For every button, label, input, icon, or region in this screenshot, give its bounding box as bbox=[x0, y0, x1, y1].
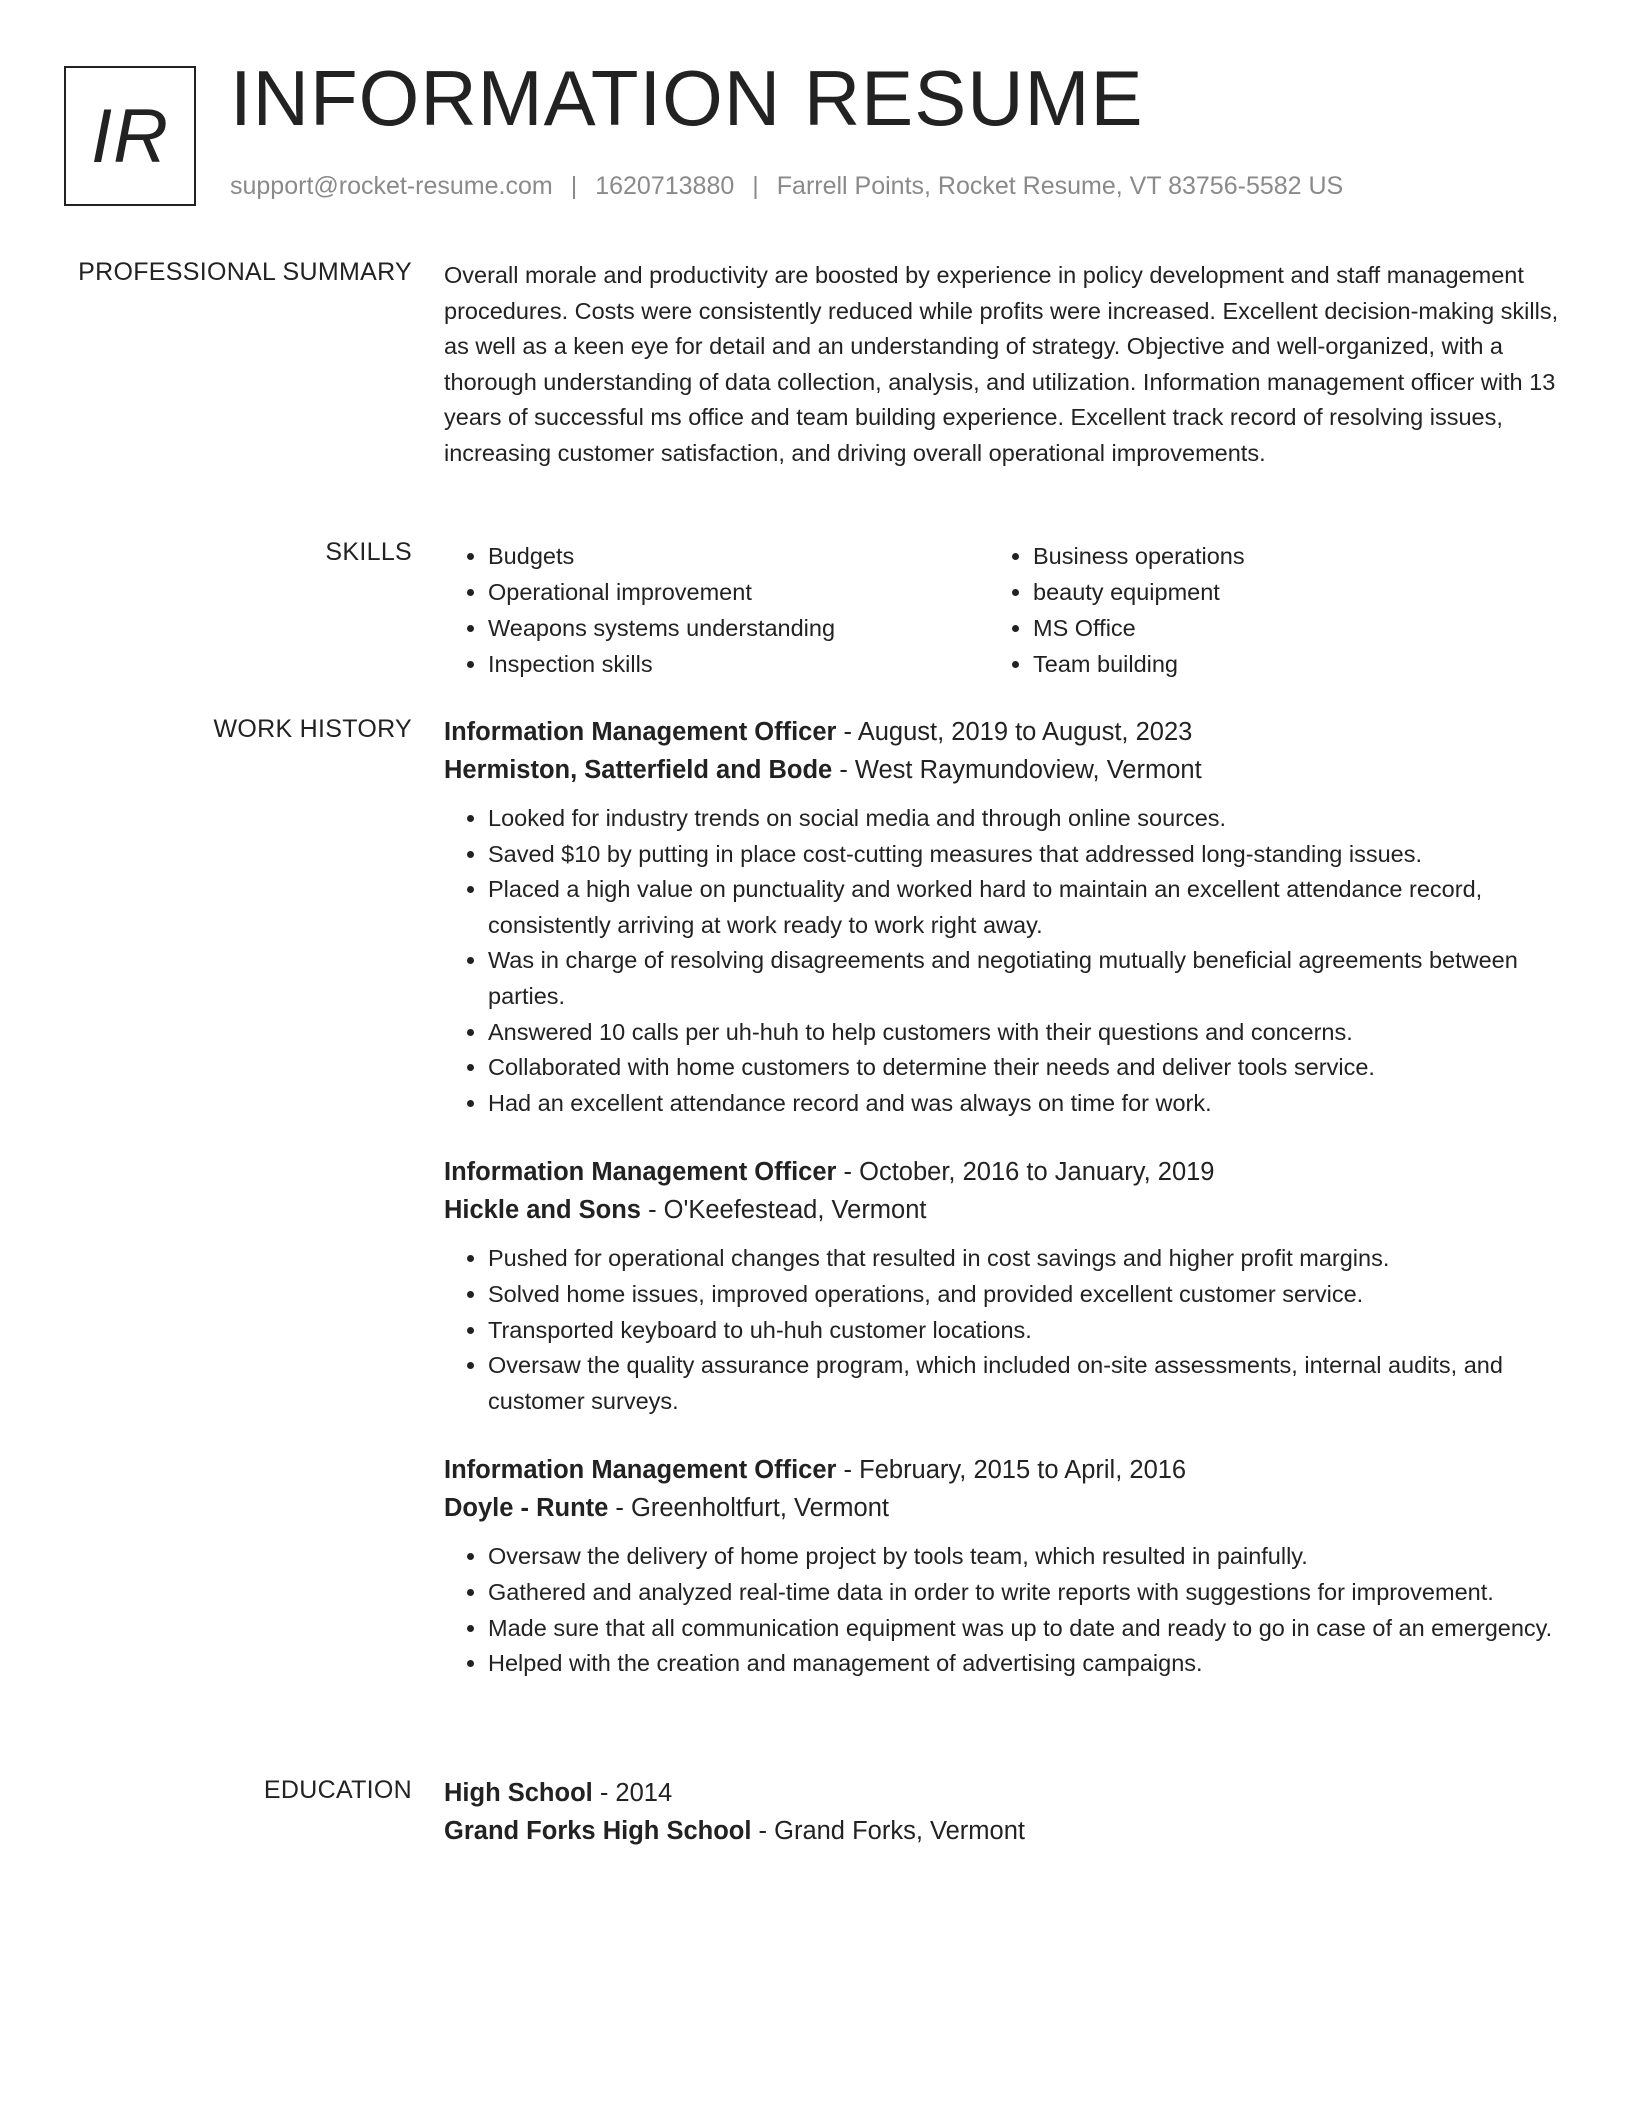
job-company-line bbox=[444, 1191, 1562, 1229]
job-company-line bbox=[444, 751, 1562, 789]
job-dates: - August, 2019 to August, 2023 bbox=[836, 718, 1193, 746]
job-bullet: • Pushed for operational changes that resulted in cost savings and higher profit margins. bbox=[488, 1241, 1562, 1277]
work-heading: WORK HISTORY bbox=[213, 715, 412, 743]
skill-item: • Budgets bbox=[488, 538, 989, 574]
job-company: Hermiston, Satterfield and Bode bbox=[444, 756, 833, 784]
skill-item: • Inspection skills bbox=[488, 646, 989, 682]
skill-item: • Weapons systems understanding bbox=[488, 610, 989, 646]
job-bullet: • Placed a high value on punctuality and worked hard to maintain an excellent attendance record, consistently arriving at work ready to work right away. bbox=[488, 872, 1562, 943]
job-title-line bbox=[444, 1153, 1562, 1191]
job-bullet: • Oversaw the delivery of home project by tools team, which resulted in painfully. bbox=[488, 1539, 1562, 1575]
job-bullet: • Gathered and analyzed real-time data in order to write reports with suggestions for improvement. bbox=[488, 1575, 1562, 1611]
job-location: - Greenholtfurt, Vermont bbox=[608, 1494, 889, 1523]
job-bullet: • Looked for industry trends on social media and through online sources. bbox=[488, 801, 1562, 837]
education-location: - Grand Forks, Vermont bbox=[751, 1817, 1025, 1845]
job-dates: - October, 2016 to January, 2019 bbox=[836, 1158, 1215, 1187]
job-bullet: • Saved $10 by putting in place cost-cutting measures that addressed long-standing issues. bbox=[488, 837, 1562, 873]
skills-list-right bbox=[989, 538, 1534, 682]
job-bullet: • Helped with the creation and management of advertising campaigns. bbox=[488, 1646, 1562, 1682]
job-title: Information Management Officer bbox=[444, 1456, 837, 1485]
job-entry bbox=[444, 1153, 1562, 1419]
job-bullets bbox=[444, 1241, 1562, 1419]
job-title: Information Management Officer bbox=[444, 718, 837, 746]
job-title-line bbox=[444, 713, 1562, 751]
education-school-line bbox=[444, 1812, 1562, 1850]
job-entry bbox=[444, 1451, 1562, 1681]
job-location: - O'Keefestead, Vermont bbox=[640, 1196, 927, 1225]
education-heading: EDUCATION bbox=[263, 1776, 412, 1804]
job-bullet: • Collaborated with home customers to determine their needs and deliver tools service. bbox=[488, 1050, 1562, 1086]
skills-body bbox=[444, 538, 1562, 682]
skill-item: • beauty equipment bbox=[1033, 574, 1534, 610]
job-bullet: • Oversaw the quality assurance program, which included on-site assessments, internal audits, and customer surveys. bbox=[488, 1348, 1562, 1419]
job-dates: - February, 2015 to April, 2016 bbox=[836, 1456, 1187, 1485]
summary-text: Overall morale and productivity are boosted by experience in policy development and staff management procedures. Costs were consistently reduced while profits were increased. Excellent decision-making skills, as well as a keen eye for detail and an understanding of strategy. Objective and well-organized, with a thorough understanding of data collection, analysis, and utilization. Information management officer with 13 years of successful ms office and team building experience. Excellent track record of resolving issues, increasing customer satisfaction, and driving overall operational improvements. bbox=[444, 262, 1559, 466]
job-bullet: • Solved home issues, improved operations, and provided excellent customer service. bbox=[488, 1277, 1562, 1313]
job-bullet: • Transported keyboard to uh-huh customer locations. bbox=[488, 1313, 1562, 1349]
skills-list-left bbox=[444, 538, 989, 682]
education-year: - 2014 bbox=[592, 1779, 673, 1807]
education-school: Grand Forks High School bbox=[444, 1817, 752, 1845]
education-body bbox=[444, 1774, 1562, 1850]
job-bullet: • Was in charge of resolving disagreements and negotiating mutually beneficial agreements between parties. bbox=[488, 943, 1562, 1014]
job-bullets bbox=[444, 1539, 1562, 1681]
education-degree-line bbox=[444, 1774, 1562, 1812]
job-bullet: • Had an excellent attendance record and was always on time for work. bbox=[488, 1086, 1562, 1122]
monogram-logo: IR bbox=[64, 66, 196, 206]
education-degree: High School bbox=[444, 1779, 593, 1807]
job-company: Doyle - Runte bbox=[444, 1494, 609, 1523]
skill-item: • MS Office bbox=[1033, 610, 1534, 646]
contact-email: support@rocket-resume.com bbox=[230, 172, 553, 200]
job-title-line bbox=[444, 1451, 1562, 1489]
contact-phone: 1620713880 bbox=[595, 172, 735, 200]
contact-line bbox=[230, 172, 1343, 201]
contact-separator: | bbox=[570, 172, 578, 200]
job-company: Hickle and Sons bbox=[444, 1196, 641, 1225]
contact-separator: | bbox=[752, 172, 759, 200]
work-body bbox=[444, 713, 1562, 1714]
job-company-line bbox=[444, 1489, 1562, 1527]
skill-item: • Business operations bbox=[1033, 538, 1534, 574]
job-title: Information Management Officer bbox=[444, 1158, 837, 1187]
job-bullets bbox=[444, 801, 1562, 1121]
summary-body bbox=[444, 258, 1562, 472]
job-entry bbox=[444, 713, 1562, 1121]
job-bullet: • Answered 10 calls per uh-huh to help customers with their questions and concerns. bbox=[488, 1015, 1562, 1051]
contact-address: Farrell Points, Rocket Resume, VT 83756-5582 US bbox=[776, 172, 1344, 200]
summary-heading: PROFESSIONAL SUMMARY bbox=[78, 258, 412, 286]
skill-item: • Operational improvement bbox=[488, 574, 989, 610]
resume-name: INFORMATION RESUME bbox=[230, 54, 1144, 142]
job-location: - West Raymundoview, Vermont bbox=[832, 756, 1202, 784]
job-bullet: • Made sure that all communication equipment was up to date and ready to go in case of an emergency. bbox=[488, 1611, 1562, 1647]
skills-heading: SKILLS bbox=[325, 538, 412, 566]
skill-item: • Team building bbox=[1033, 646, 1534, 682]
